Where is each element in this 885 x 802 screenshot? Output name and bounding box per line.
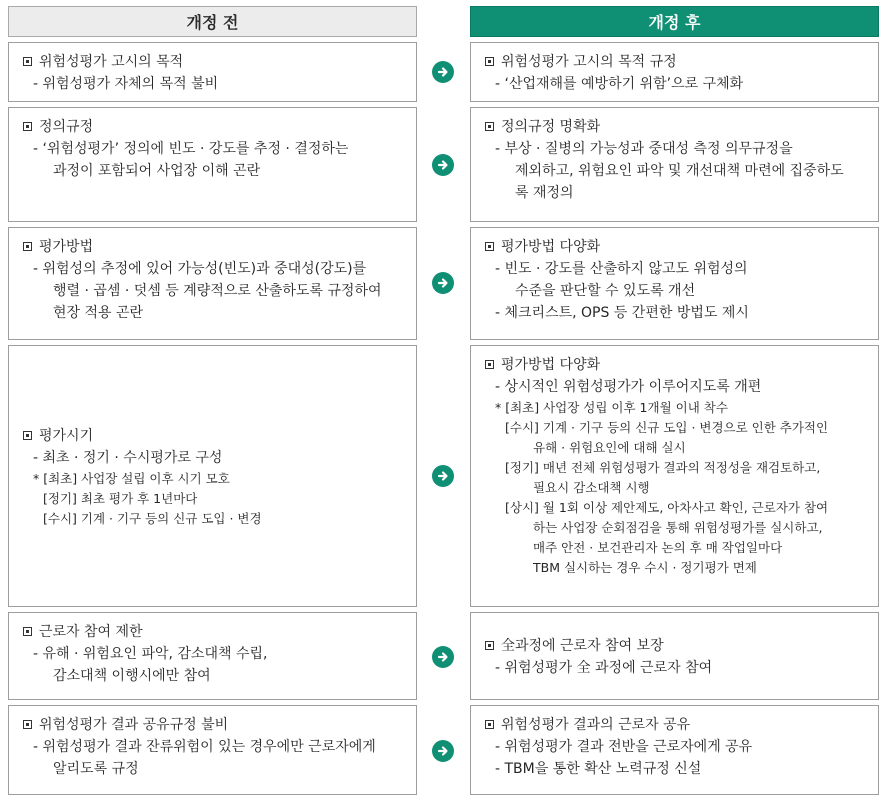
cell-note: * [최초] 사업장 성립 이후 1개월 이내 착수: [495, 400, 728, 415]
before-header-label: 개정 전: [186, 13, 239, 32]
cell-title: 평가방법: [39, 239, 94, 255]
before-header: [8, 6, 417, 37]
cell-line: - 최초 · 정기 · 수시평가로 구성: [33, 450, 223, 466]
after-cell-method: [470, 227, 879, 340]
cell-line: 제외하고, 위험요인 파악 및 개선대책 마련에 집중하도: [515, 163, 844, 179]
cell-line: - 위험성평가 결과 잔류위험이 있는 경우에만 근로자에게: [33, 739, 376, 755]
cell-line: - 위험성평가 全 과정에 근로자 참여: [495, 660, 713, 676]
after-cell-purpose: [470, 42, 879, 102]
after-cell-timing: [470, 345, 879, 607]
after-header: [470, 6, 879, 37]
cell-title: 위험성평가 결과 공유규정 불비: [39, 717, 229, 733]
cell-line: - 부상 · 질병의 가능성과 중대성 측정 의무규정을: [495, 141, 793, 157]
cell-line: - 위험성평가 자체의 목적 불비: [33, 76, 219, 92]
cell-title: 全과정에 근로자 참여 보장: [501, 638, 664, 654]
cell-title: 정의규정: [39, 119, 94, 135]
cell-line: - 유해 · 위험요인 파악, 감소대책 수립,: [33, 646, 268, 662]
arrow-right-circle-icon: [432, 740, 454, 762]
cell-title: 평가방법 다양화: [501, 357, 601, 373]
after-cell-definition: [470, 107, 879, 222]
cell-note: TBM 실시하는 경우 수시 · 정기평가 면제: [533, 560, 757, 575]
square-bullet-icon: [485, 360, 494, 369]
square-bullet-icon: [23, 431, 32, 440]
cell-line: 수준을 판단할 수 있도록 개선: [515, 283, 696, 299]
cell-line: 감소대책 이행시에만 참여: [53, 668, 211, 684]
cell-note: 유해 · 위험요인에 대해 실시: [533, 440, 686, 455]
before-cell-purpose: [8, 42, 417, 102]
cell-note: [정기] 매년 전체 위험성평가 결과의 적정성을 재검토하고,: [505, 460, 821, 475]
cell-note: [수시] 기계 · 기구 등의 신규 도입 · 변경: [43, 511, 262, 526]
cell-line: - ‘산업재해를 예방하기 위함’으로 구체화: [495, 76, 744, 92]
square-bullet-icon: [23, 720, 32, 729]
arrow-right-circle-icon: [432, 61, 454, 83]
cell-title: 정의규정 명확화: [501, 119, 601, 135]
square-bullet-icon: [485, 242, 494, 251]
cell-line: - TBM을 통한 확산 노력규정 신설: [495, 761, 702, 777]
arrow-right-circle-icon: [432, 465, 454, 487]
cell-note: [수시] 기계 · 기구 등의 신규 도입 · 변경으로 인한 추가적인: [505, 420, 829, 435]
after-cell-sharing: [470, 705, 879, 795]
cell-line: - 위험성평가 결과 전반을 근로자에게 공유: [495, 739, 753, 755]
cell-line: 현장 적용 곤란: [53, 305, 144, 321]
cell-title: 위험성평가 고시의 목적: [39, 54, 184, 70]
square-bullet-icon: [485, 122, 494, 131]
before-cell-definition: [8, 107, 417, 222]
cell-title: 위험성평가 결과의 근로자 공유: [501, 717, 691, 733]
cell-line: - 빈도 · 강도를 산출하지 않고도 위험성의: [495, 261, 748, 277]
cell-note: 매주 안전 · 보건관리자 논의 후 매 작업일마다: [533, 540, 783, 555]
arrow-right-circle-icon: [432, 272, 454, 294]
before-cell-sharing: [8, 705, 417, 795]
cell-note: * [최초] 사업장 설립 이후 시기 모호: [33, 471, 230, 486]
after-cell-participation: [470, 612, 879, 700]
cell-line: - 체크리스트, OPS 등 간편한 방법도 제시: [495, 305, 749, 321]
square-bullet-icon: [23, 242, 32, 251]
cell-line: - 상시적인 위험성평가가 이루어지도록 개편: [495, 379, 762, 395]
after-header-label: 개정 후: [648, 13, 701, 32]
square-bullet-icon: [23, 57, 32, 66]
square-bullet-icon: [485, 57, 494, 66]
cell-note: 하는 사업장 순회점검을 통해 위험성평가를 실시하고,: [533, 520, 823, 535]
cell-line: 과정이 포함되어 사업장 이해 곤란: [53, 163, 261, 179]
cell-title: 평가방법 다양화: [501, 239, 601, 255]
cell-line: - 위험성의 추정에 있어 가능성(빈도)과 중대성(강도)를: [33, 261, 367, 277]
cell-line: 알리도록 규정: [53, 761, 139, 777]
cell-line: - ‘위험성평가’ 정의에 빈도 · 강도를 추정 · 결정하는: [33, 141, 349, 157]
cell-title: 근로자 참여 제한: [39, 624, 143, 640]
square-bullet-icon: [23, 122, 32, 131]
arrow-right-circle-icon: [432, 154, 454, 176]
before-cell-timing: [8, 345, 417, 607]
cell-note: 필요시 감소대책 시행: [533, 480, 650, 495]
before-cell-method: [8, 227, 417, 340]
cell-title: 평가시기: [39, 428, 94, 444]
square-bullet-icon: [23, 627, 32, 636]
cell-line: 록 재정의: [515, 185, 574, 201]
arrow-right-circle-icon: [432, 646, 454, 668]
before-cell-participation: [8, 612, 417, 700]
square-bullet-icon: [485, 641, 494, 650]
cell-note: [상시] 월 1회 이상 제안제도, 아차사고 확인, 근로자가 참여: [505, 500, 829, 515]
square-bullet-icon: [485, 720, 494, 729]
cell-line: 행렬 · 곱셈 · 덧셈 등 계량적으로 산출하도록 규정하여: [53, 283, 382, 299]
cell-note: [정기] 최초 평가 후 1년마다: [43, 491, 198, 506]
cell-title: 위험성평가 고시의 목적 규정: [501, 54, 677, 70]
